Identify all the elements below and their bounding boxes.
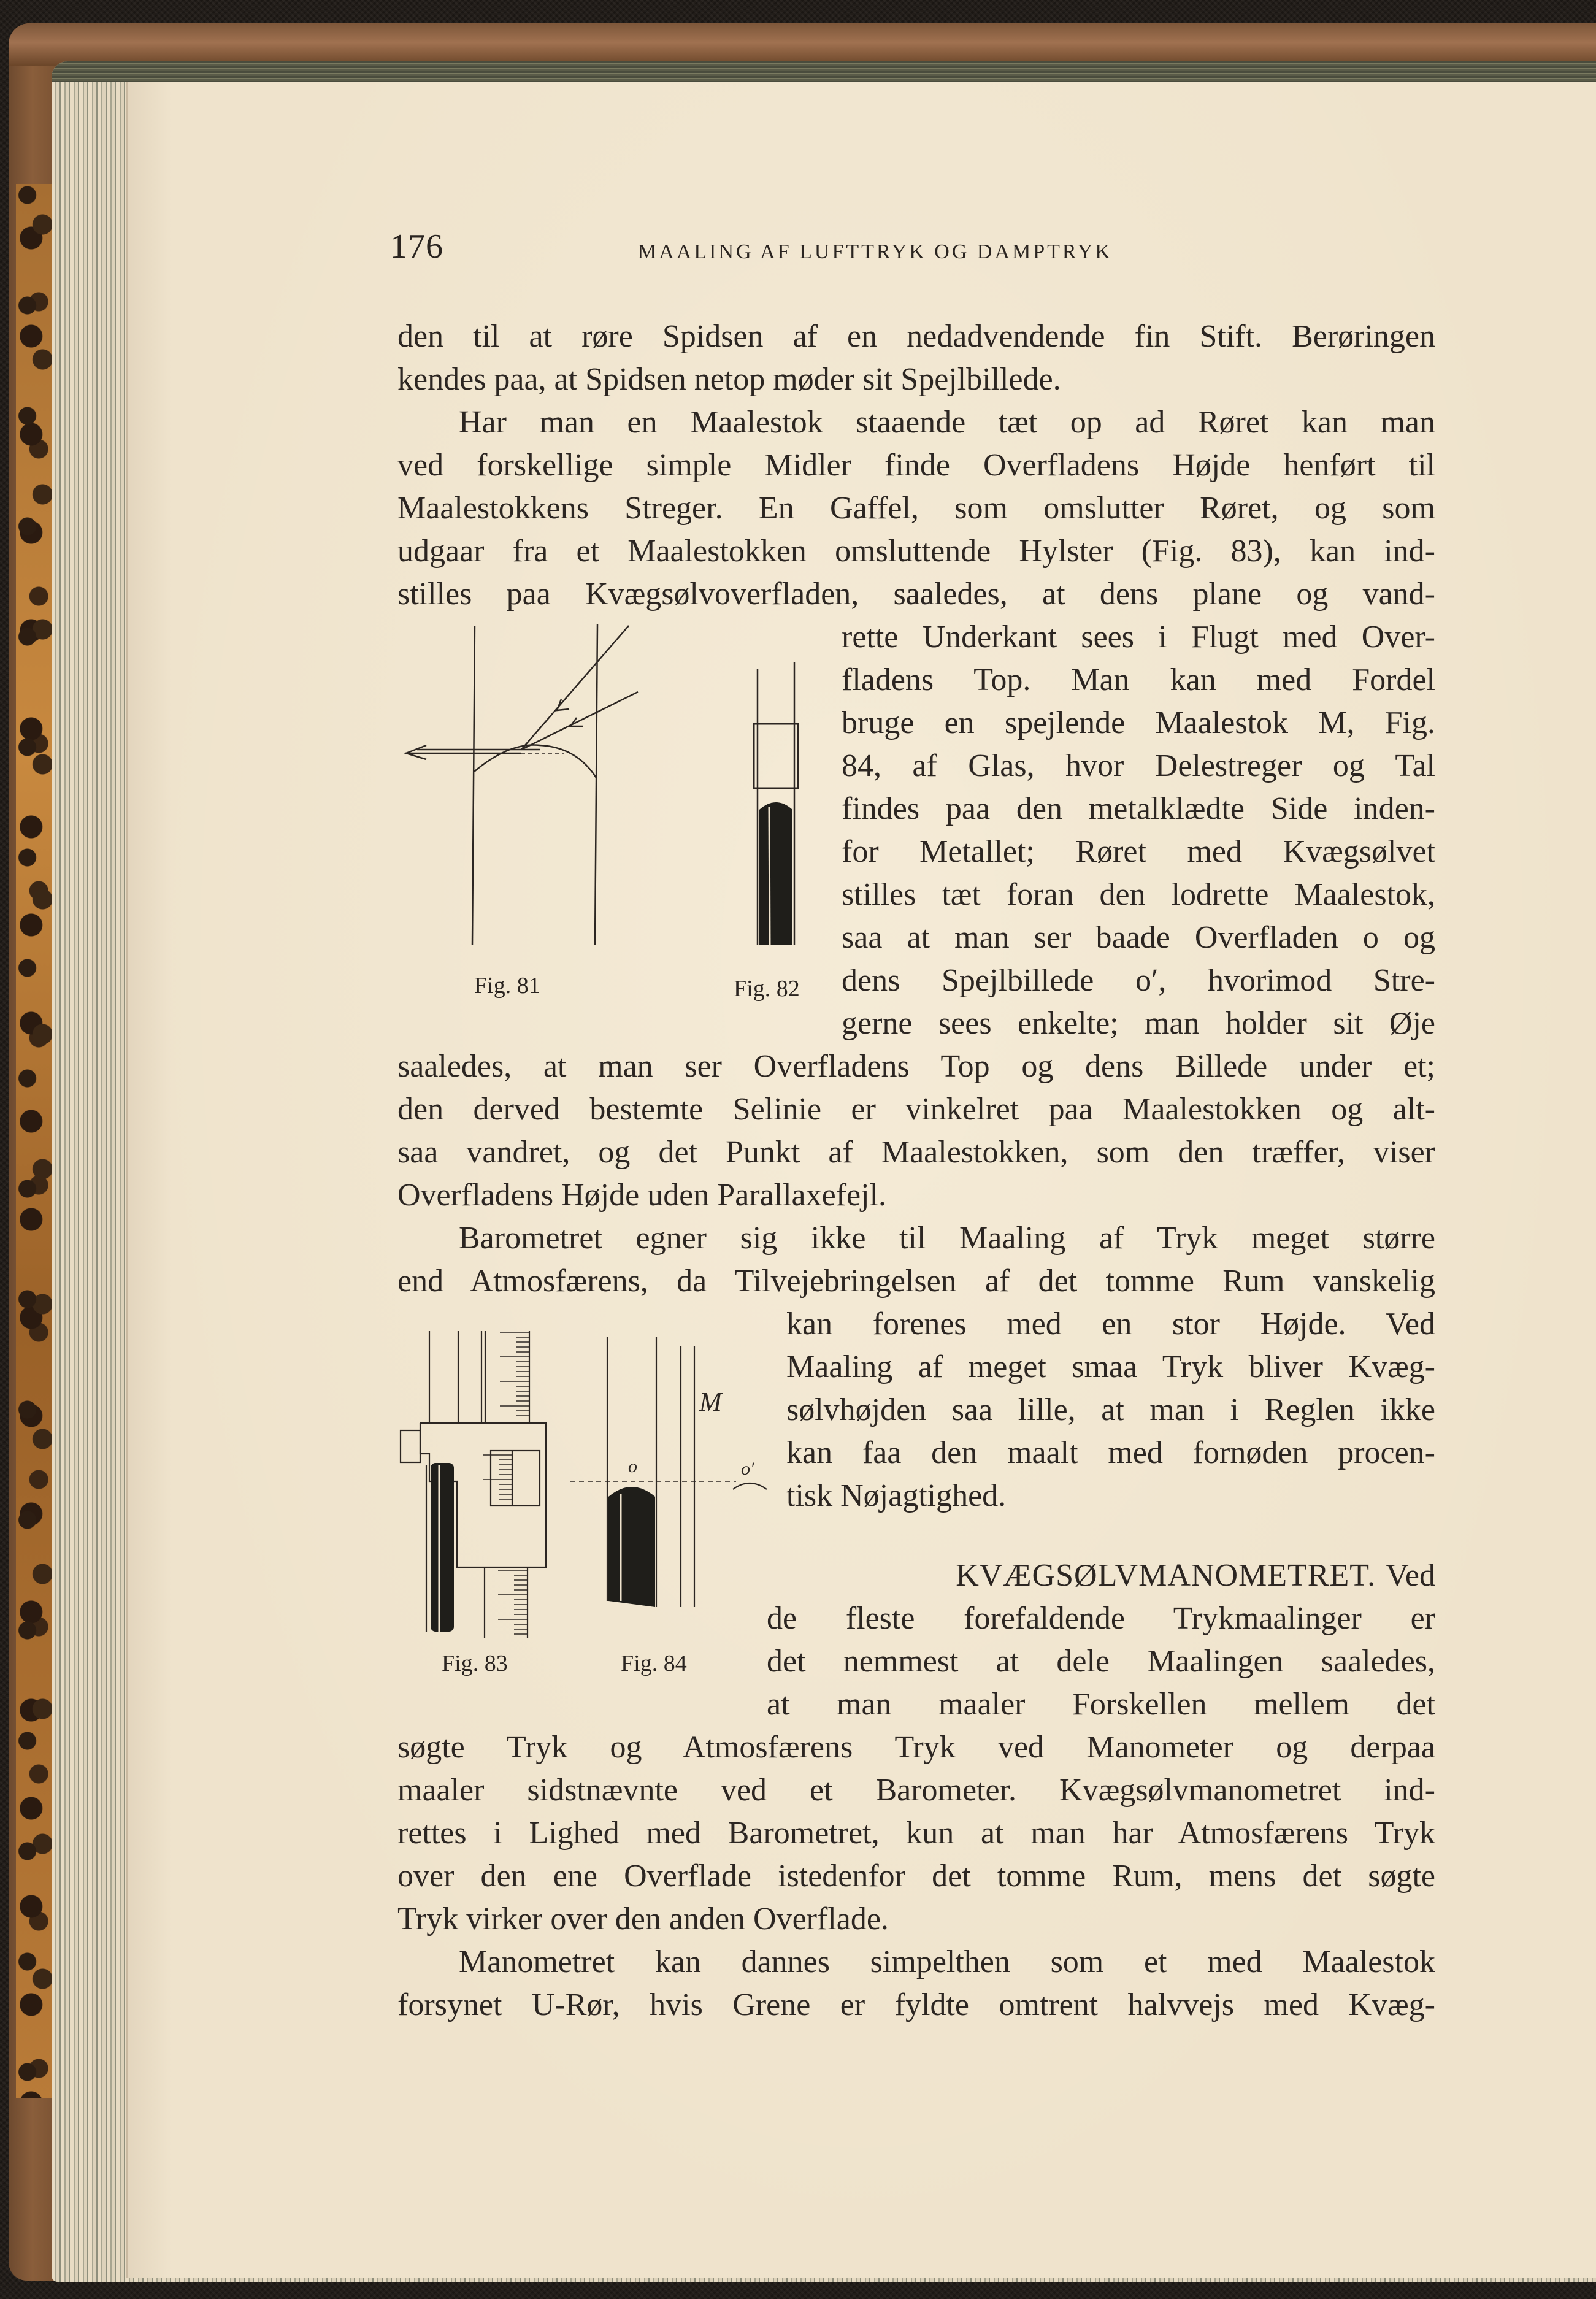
text-line: fladens Top. Man kan med Fordel: [842, 662, 1435, 697]
text-line: forsynet U-Rør, hvis Grene er fyldte omtrent halvvejs med Kvæg-: [397, 1987, 1435, 2022]
text-line: Barometret egner sig ikke til Maaling af Tryk meget større: [459, 1221, 1435, 1256]
text-line: saaledes, at man ser Overfladens Top og dens Billede under et;: [397, 1049, 1435, 1084]
text-line: ved forskellige simple Midler finde Overfladens Højde henført til: [397, 448, 1435, 483]
label-o-prime: o′: [741, 1459, 754, 1479]
label-M: M: [699, 1387, 722, 1417]
text-line: udgaar fra et Maalestokken omsluttende Hylster (Fig. 83), kan ind-: [397, 534, 1435, 569]
running-title: MAALING AF LUFTTRYK OG DAMPTRYK: [638, 240, 1113, 263]
tube-wall-right: [595, 624, 597, 945]
marbled-board-edge: [16, 184, 54, 2098]
figure-82-diagram: [742, 656, 816, 951]
label-o: o: [628, 1456, 637, 1476]
text-line: kan faa den maalt med fornøden procen-: [786, 1435, 1435, 1470]
section-heading-line: [767, 1555, 1435, 1597]
text-line: sølvhøjden saa lille, at man i Reglen ikke: [786, 1392, 1435, 1427]
text-line: 84, af Glas, hvor Delestreger og Tal: [842, 748, 1435, 783]
text-line: den derved bestemte Selinie er vinkelret paa Maalestokken og alt-: [397, 1092, 1435, 1127]
text-line: findes paa den metalklædte Side inden-: [842, 791, 1435, 826]
eye-arc: [733, 1483, 767, 1489]
mercury-column: [608, 1487, 655, 1607]
text-line: den til at røre Spidsen af en nedadvendende fin Stift. Berøringen: [397, 319, 1435, 354]
text-line: saa vandret, og det Punkt af Maalestokken, som den træffer, viser: [397, 1135, 1435, 1170]
book-cover-top-edge: [9, 23, 1596, 66]
text-line: rettes i Lighed med Barometret, kun at man har Atmosfærens Tryk: [397, 1816, 1435, 1851]
page-number: 176: [390, 228, 443, 266]
text-line: rette Underkant sees i Flugt med Over-: [842, 620, 1435, 654]
text-line: søgte Tryk og Atmosfærens Tryk ved Manometer og derpaa: [397, 1730, 1435, 1765]
text-line: kan forenes med en stor Højde. Ved: [786, 1307, 1435, 1341]
text-line: at man maaler Forskellen mellem det: [767, 1687, 1435, 1722]
mirror-band: [754, 724, 798, 788]
slider-clip: [401, 1430, 420, 1462]
scale-ticks: [483, 1332, 529, 1634]
text-line: de fleste forefaldende Trykmaalinger er: [767, 1601, 1435, 1636]
mercury-column: [431, 1463, 454, 1632]
text-line: det nemmest at dele Maalingen saaledes,: [767, 1644, 1435, 1679]
text-line: bruge en spejlende Maalestok M, Fig.: [842, 705, 1435, 740]
text-line: kendes paa, at Spidsen netop møder sit Spejlbillede.: [397, 362, 1061, 397]
text-line: Har man en Maalestok staaende tæt op ad Røret kan man: [459, 405, 1435, 440]
text-line: Maaling af meget smaa Tryk bliver Kvæg-: [786, 1349, 1435, 1384]
text-line: gerne sees enkelte; man holder sit Øje: [842, 1006, 1435, 1041]
section-heading: KVÆGSØLVMANOMETRET.: [956, 1558, 1376, 1593]
figure-83-diagram: [393, 1325, 564, 1644]
text-line: Tryk virker over den anden Overflade.: [397, 1902, 889, 1936]
text-line: stilles paa Kvægsølvoverfladen, saaledes, at dens plane og vand-: [397, 577, 1435, 612]
tube-wall-left: [472, 626, 475, 945]
running-head: [0, 227, 1596, 264]
arrowhead-left: [406, 745, 426, 759]
figure-84-diagram: [589, 1331, 785, 1638]
figure-84-caption: Fig. 84: [621, 1651, 687, 1676]
text-line: stilles tæt foran den lodrette Maalestok,: [842, 877, 1435, 912]
text-line: Manometret kan dannes simpelthen som et med Maalestok: [459, 1944, 1435, 1979]
text-line: tisk Nøjagtighed.: [786, 1478, 1007, 1513]
figure-81-diagram: [393, 620, 736, 963]
vernier-window: [491, 1451, 540, 1506]
text-run: Ved: [1386, 1558, 1435, 1593]
incident-ray-2: [521, 692, 638, 750]
figure-81-caption: Fig. 81: [474, 973, 540, 999]
text-line: dens Spejlbillede o′, hvorimod Stre-: [842, 963, 1435, 998]
text-line: Overfladens Højde uden Parallaxefejl.: [397, 1178, 887, 1213]
text-line: end Atmosfærens, da Tilvejebringelsen af det tomme Rum vanskelig: [397, 1264, 1435, 1299]
figure-82-caption: Fig. 82: [734, 976, 800, 1002]
text-line: saa at man ser baade Overfladen o og: [842, 920, 1435, 955]
text-line: over den ene Overflade istedenfor det tomme Rum, mens det søgte: [397, 1859, 1435, 1894]
mercury-column: [759, 802, 792, 945]
page-stack-top-edge: [52, 61, 1596, 82]
figure-83-caption: Fig. 83: [442, 1651, 508, 1676]
text-line: for Metallet; Røret med Kvægsølvet: [842, 834, 1435, 869]
incident-ray-1: [521, 626, 629, 750]
text-line: Maalestokkens Streger. En Gaffel, som omslutter Røret, og som: [397, 491, 1435, 526]
text-line: maaler sidstnævnte ved et Barometer. Kvægsølvmanometret ind-: [397, 1773, 1435, 1808]
